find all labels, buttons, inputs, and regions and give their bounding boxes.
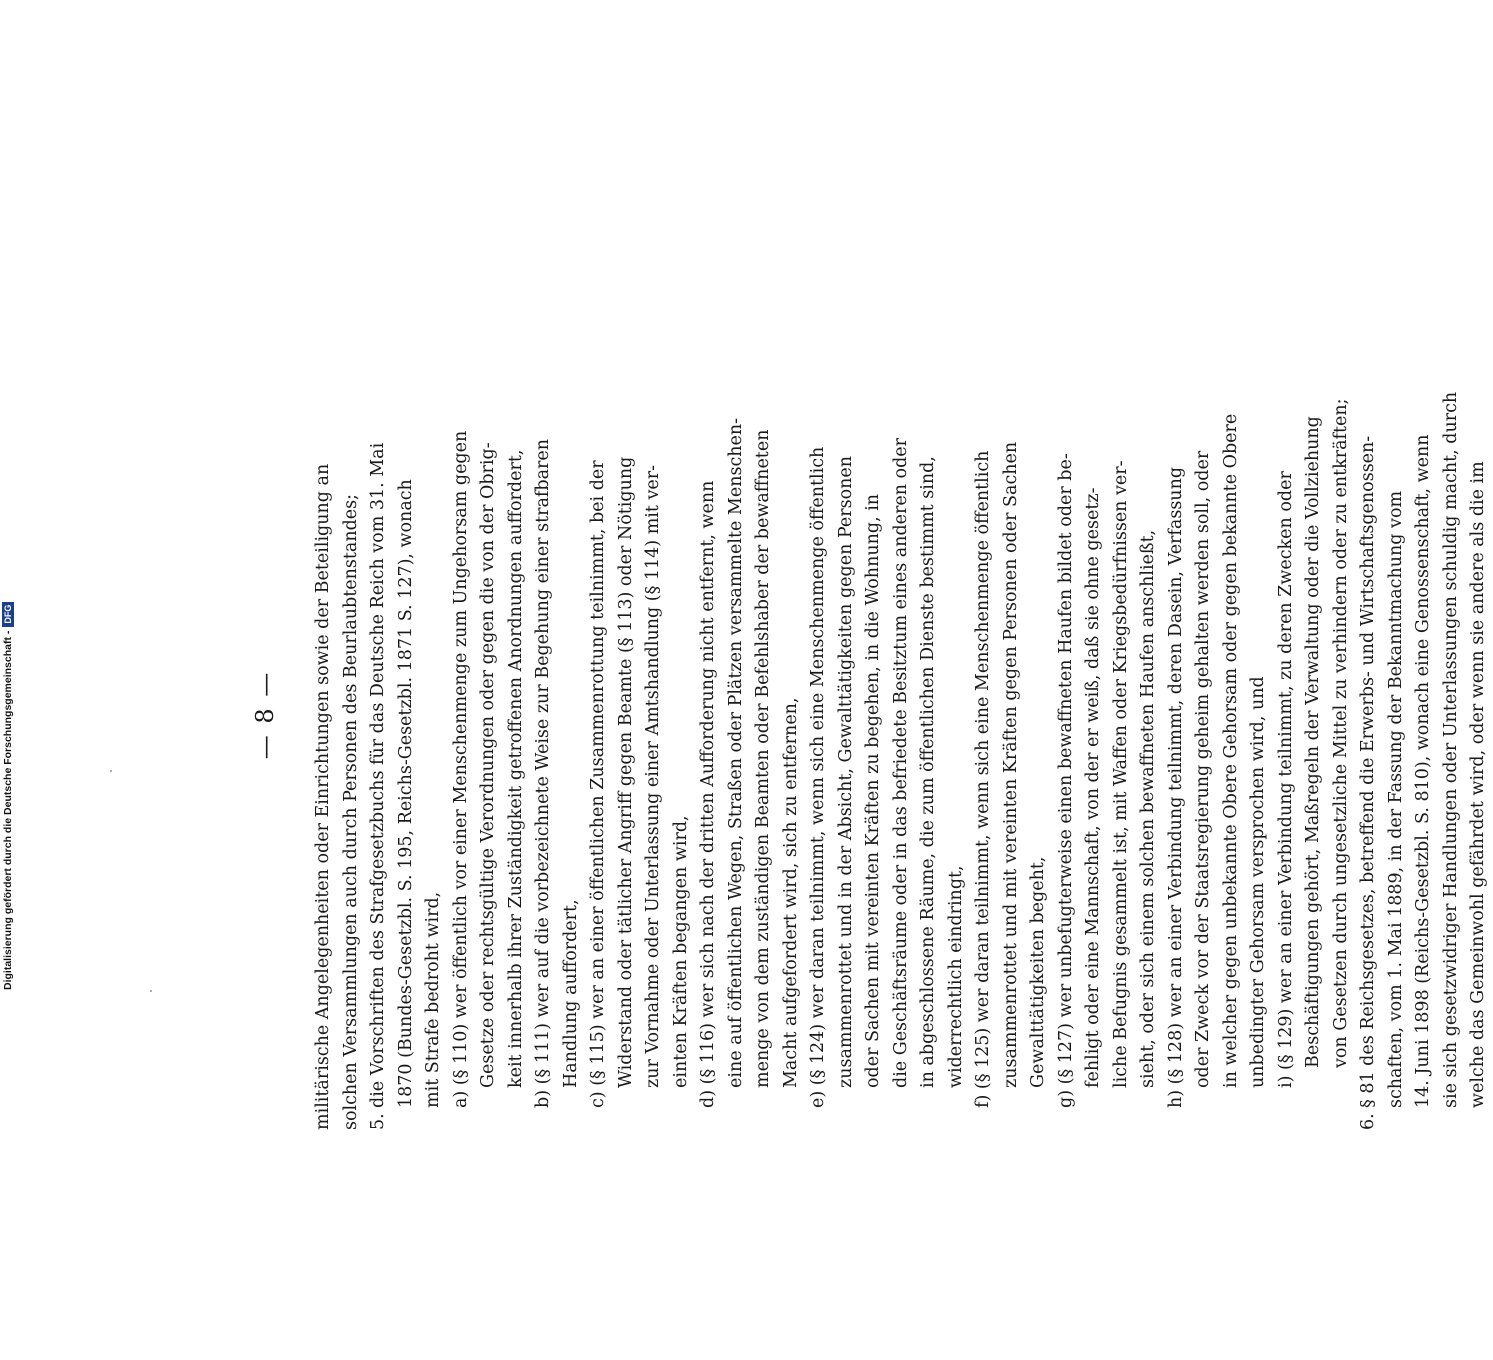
subitem-line: f) (§ 125) wer daran teilnimmt, wenn sich eine Menschenmenge öffentlich (973, 450, 993, 1108)
subitem-line: h) (§ 128) wer an einer Verbindung teilnimmt, deren Dasein, Verfassung (1165, 466, 1186, 1108)
subitem-e (805, 300, 970, 1130)
item-6 (1355, 300, 1493, 1130)
item-line: 14. Juni 1898 (Reichs-Gesetzbl. S. 810), wonach eine Genossenschaft, wenn (1413, 434, 1433, 1108)
item-line: 1870 (Bundes-Gesetzbl. S. 195, Reichs-Gesetzbl. 1871 S. 127), wonach (395, 479, 416, 1108)
subitem-line: oder Zweck vor der Staatsregierung geheim gehalten werden soll, oder (1193, 450, 1213, 1088)
scan-speck (110, 770, 112, 772)
body-text (310, 300, 1493, 1130)
subitem-line: sieht, oder sich einem solchen bewaffneten Haufen anschließt, (1138, 529, 1158, 1088)
subitem-g (1053, 300, 1163, 1130)
subitem-line: fehligt oder eine Mannschaft, von der er weiß, daß sie ohne gesetz- (1083, 487, 1103, 1088)
subitem-a (448, 300, 531, 1130)
subitem-line: Widerstand oder tätlicher Angriff gegen Beamte (§ 113) oder Nötigung (615, 456, 636, 1088)
subitem-line: die Geschäftsräume oder in das befriedete Besitztum eines anderen oder (890, 437, 911, 1088)
digitization-credit (0, 0, 22, 1000)
subitem-b (530, 300, 585, 1130)
subitem-line: eine auf öffentlichen Wegen, Straßen oder Plätzen versammelte Menschen- (725, 417, 746, 1088)
subitem-line: c) (§ 115) wer an einer öffentlichen Zusammenrottung teilnimmt, bei der (588, 460, 608, 1108)
subitem-line: Gewalttätigkeiten begeht, (1028, 856, 1048, 1088)
item-number: 5. (368, 1113, 388, 1130)
subitem-line: in abgeschlossene Räume, die zum öffentlichen Dienste bestimmt sind, (918, 456, 938, 1088)
subitem-line: zur Vornahme oder Unterlassung einer Amtshandlung (§ 114) mit ver- (643, 464, 663, 1088)
subitem-line: oder Sachen mit vereinten Kräften zu begehen, in die Wohnung, in (863, 493, 883, 1088)
page-number: — 8 — (251, 670, 279, 760)
subitem-i (1273, 300, 1356, 1130)
item-line: die Vorschriften des Strafgesetzbuchs für das Deutsche Reich vom 31. Mai (368, 442, 388, 1108)
subitem-line: Macht aufgefordert wird, sich zu entfernen, (780, 697, 801, 1088)
subitem-line: zusammenrottet und in der Absicht, Gewalttätigkeiten gegen Personen (835, 455, 856, 1088)
subitem-line: Beschäftigungen gehört, Maßregeln der Verwaltung oder die Vollziehung (1303, 416, 1323, 1068)
subitem-line: in welcher gegen unbekannte Obere Gehorsam oder gegen bekannte Obere (1220, 413, 1241, 1088)
item-line: mit Strafe bedroht wird, (423, 891, 443, 1108)
subitem-line: d) (§ 116) wer sich nach der dritten Aufforderung nicht entfernt, wenn (698, 480, 718, 1108)
item-number: 6. (1358, 1113, 1378, 1130)
subitem-line: von Gesetzen durch ungesetzliche Mittel zu verhindern oder zu entkräften; (1330, 398, 1351, 1068)
subitem-c (585, 300, 695, 1130)
subitem-line: keit innerhalb ihrer Zuständigkeit getroffenen Anordnungen auffordert, (505, 449, 526, 1088)
subitem-line: menge von dem zuständigen Beamten oder Befehlshaber der bewaffneten (753, 429, 773, 1088)
item-line: schaften, vom 1. Mai 1889, in der Fassung der Bekanntmachung vom (1385, 490, 1406, 1108)
subitem-line: Handlung auffordert, (560, 899, 581, 1088)
subitem-line: b) (§ 111) wer auf die vorbezeichnete Weise zur Begehung einer strafbaren (533, 438, 553, 1108)
subitem-line: e) (§ 124) wer daran teilnimmt, wenn sich eine Menschenmenge öffentlich (808, 446, 828, 1108)
item-line: § 81 des Reichsgesetzes, betreffend die Erwerbs- und Wirtschaftsgenossen- (1358, 435, 1378, 1108)
subitem-d (695, 300, 805, 1130)
subitem-line: a) (§ 110) wer öffentlich vor einer Menschenmenge zum Ungehorsam gegen (450, 430, 471, 1108)
subitem-line: unbedingter Gehorsam versprochen wird, und (1248, 676, 1268, 1088)
item-line: welche das Gemeinwohl gefährdet wird, oder wenn sie andere als die im (1468, 461, 1488, 1108)
subitem-line: g) (§ 127) wer unbefugterweise einen bewaffneten Haufen bildet oder be- (1055, 453, 1076, 1108)
dfg-logo: DFG (2, 602, 14, 627)
item-line: sie sich gesetzwidriger Handlungen oder Unterlassungen schuldig macht, durch (1440, 391, 1461, 1108)
subitem-line: i) (§ 129) wer an einer Verbindung teilnimmt, zu deren Zwecken oder (1275, 471, 1296, 1088)
scan-speck (150, 990, 152, 992)
subitem-line: einten Kräften begangen wird, (670, 815, 691, 1088)
subitem-h (1163, 300, 1273, 1130)
intro-line: solchen Versammlungen auch durch Personen des Beurlaubtenstandes; (340, 493, 361, 1130)
subitem-f (970, 300, 1053, 1130)
subitem-line: liche Befugnis gesammelt ist, mit Waffen oder Kriegsbedürfnissen ver- (1110, 460, 1131, 1088)
subitem-line: Gesetze oder rechtsgültige Verordnungen oder gegen die von der Obrig- (478, 442, 498, 1088)
intro-line: militärische Angelegenheiten oder Einrichtungen sowie der Beteiligung an (313, 463, 333, 1130)
subitem-line: zusammenrottet und mit vereinten Kräften gegen Personen oder Sachen (1000, 441, 1021, 1088)
rotated-page-content (210, 190, 1488, 1360)
item-5 (365, 300, 448, 1130)
credit-text: Digitalisierung gefördert durch die Deutsche Forschungsgemeinschaft - (2, 630, 14, 990)
subitem-line: widerrechtlich eindringt, (945, 865, 966, 1088)
